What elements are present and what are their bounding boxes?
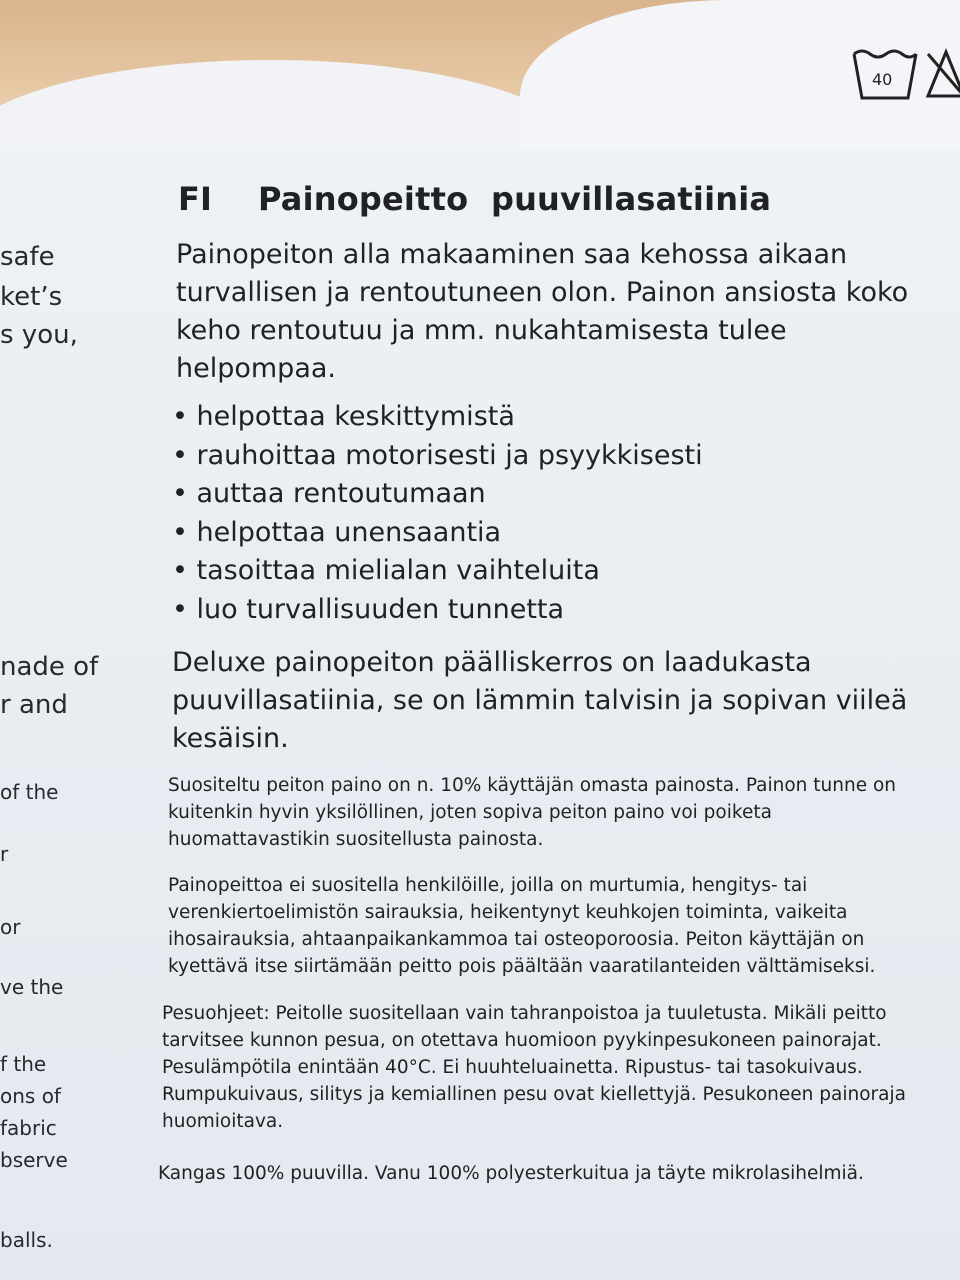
left-fragment: of the [0,780,59,804]
list-item: • helpottaa keskittymistä [172,398,703,437]
left-fragment: safe [0,242,55,272]
intro-paragraph: Painopeiton alla makaaminen saa kehossa aikaan turvallisen ja rentoutuneen olon. Painon ansiosta koko keho rentoutuu ja mm. nukahtamisesta tulee helpompaa. [176,239,909,384]
cropped-english-column [0,0,110,1280]
wash-tub-40-icon [850,44,920,104]
left-fragment: r and [0,690,68,720]
care-symbols [850,44,960,104]
left-fragment: fabric [0,1116,57,1140]
left-fragment: ve the [0,975,64,999]
list-item: • auttaa rentoutumaan [172,475,703,514]
wash-temperature: 40 [872,70,893,89]
washing-instructions: Pesuohjeet: Peitolle suositellaan vain tahranpoistoa ja tuuletusta. Mikäli peitto tarvitsee kunnon pesua, on otettava huomioon pyykinpesukoneen painorajat. Pesulämpötila enintään 40°C. Ei huuhteluainetta. Ripustus- tai tasokuivaus. Rumpukuivaus, silitys ja kemiallinen pesu ovat kiellettyjä. Pesukoneen painoraja huomioitava. [162,1003,906,1132]
fabric-paragraph: Deluxe painopeiton päälliskerros on laadukasta puuvillasatiinia, se on lämmin talvisin ja sopivan viileä kesäisin. [172,647,908,754]
left-fragment: nade of [0,652,99,682]
left-fragment: f the [0,1052,47,1076]
weight-recommendation: Suositeltu peiton paino on n. 10% käyttäjän omasta painosta. Painon tunne on kuitenkin hyvin yksilöllinen, joten sopiva peiton paino voi poiketa huomattavastikin suositellusta painosta. [168,775,897,850]
no-bleach-icon [926,44,960,104]
section-title [178,180,771,218]
list-item: • tasoittaa mielialan vaihteluita [172,552,703,591]
material-composition: Kangas 100% puuvilla. Vanu 100% polyesterkuitua ja täyte mikrolasihelmiä. [158,1163,864,1184]
warning-paragraph: Painopeittoa ei suositella henkilöille, joilla on murtumia, hengitys- tai verenkiertoelimistön sairauksia, heikentynyt keuhkojen toiminta, vaikeita ihosairauksia, ahtaanpaikankammoa tai osteoporoosia. Peiton käyttäjän on kyettävä itse siirtämään peitto pois päältään vaaratilanteiden välttämiseksi. [168,875,876,977]
list-item: • helpottaa unensaantia [172,514,703,553]
language-code: FI [178,180,213,218]
left-fragment: or [0,915,21,939]
list-item: • rauhoittaa motorisesti ja psyykkisesti [172,437,703,476]
left-fragment: r [0,842,9,866]
left-fragment: ket’s [0,282,63,312]
left-fragment: ons of [0,1084,61,1108]
benefit-list [172,398,703,629]
left-fragment: s you, [0,320,78,350]
list-item: • luo turvallisuuden tunnetta [172,591,703,630]
left-fragment: balls. [0,1228,53,1252]
left-fragment: bserve [0,1148,68,1172]
product-title: Painopeitto puuvillasatiinia [258,180,772,218]
